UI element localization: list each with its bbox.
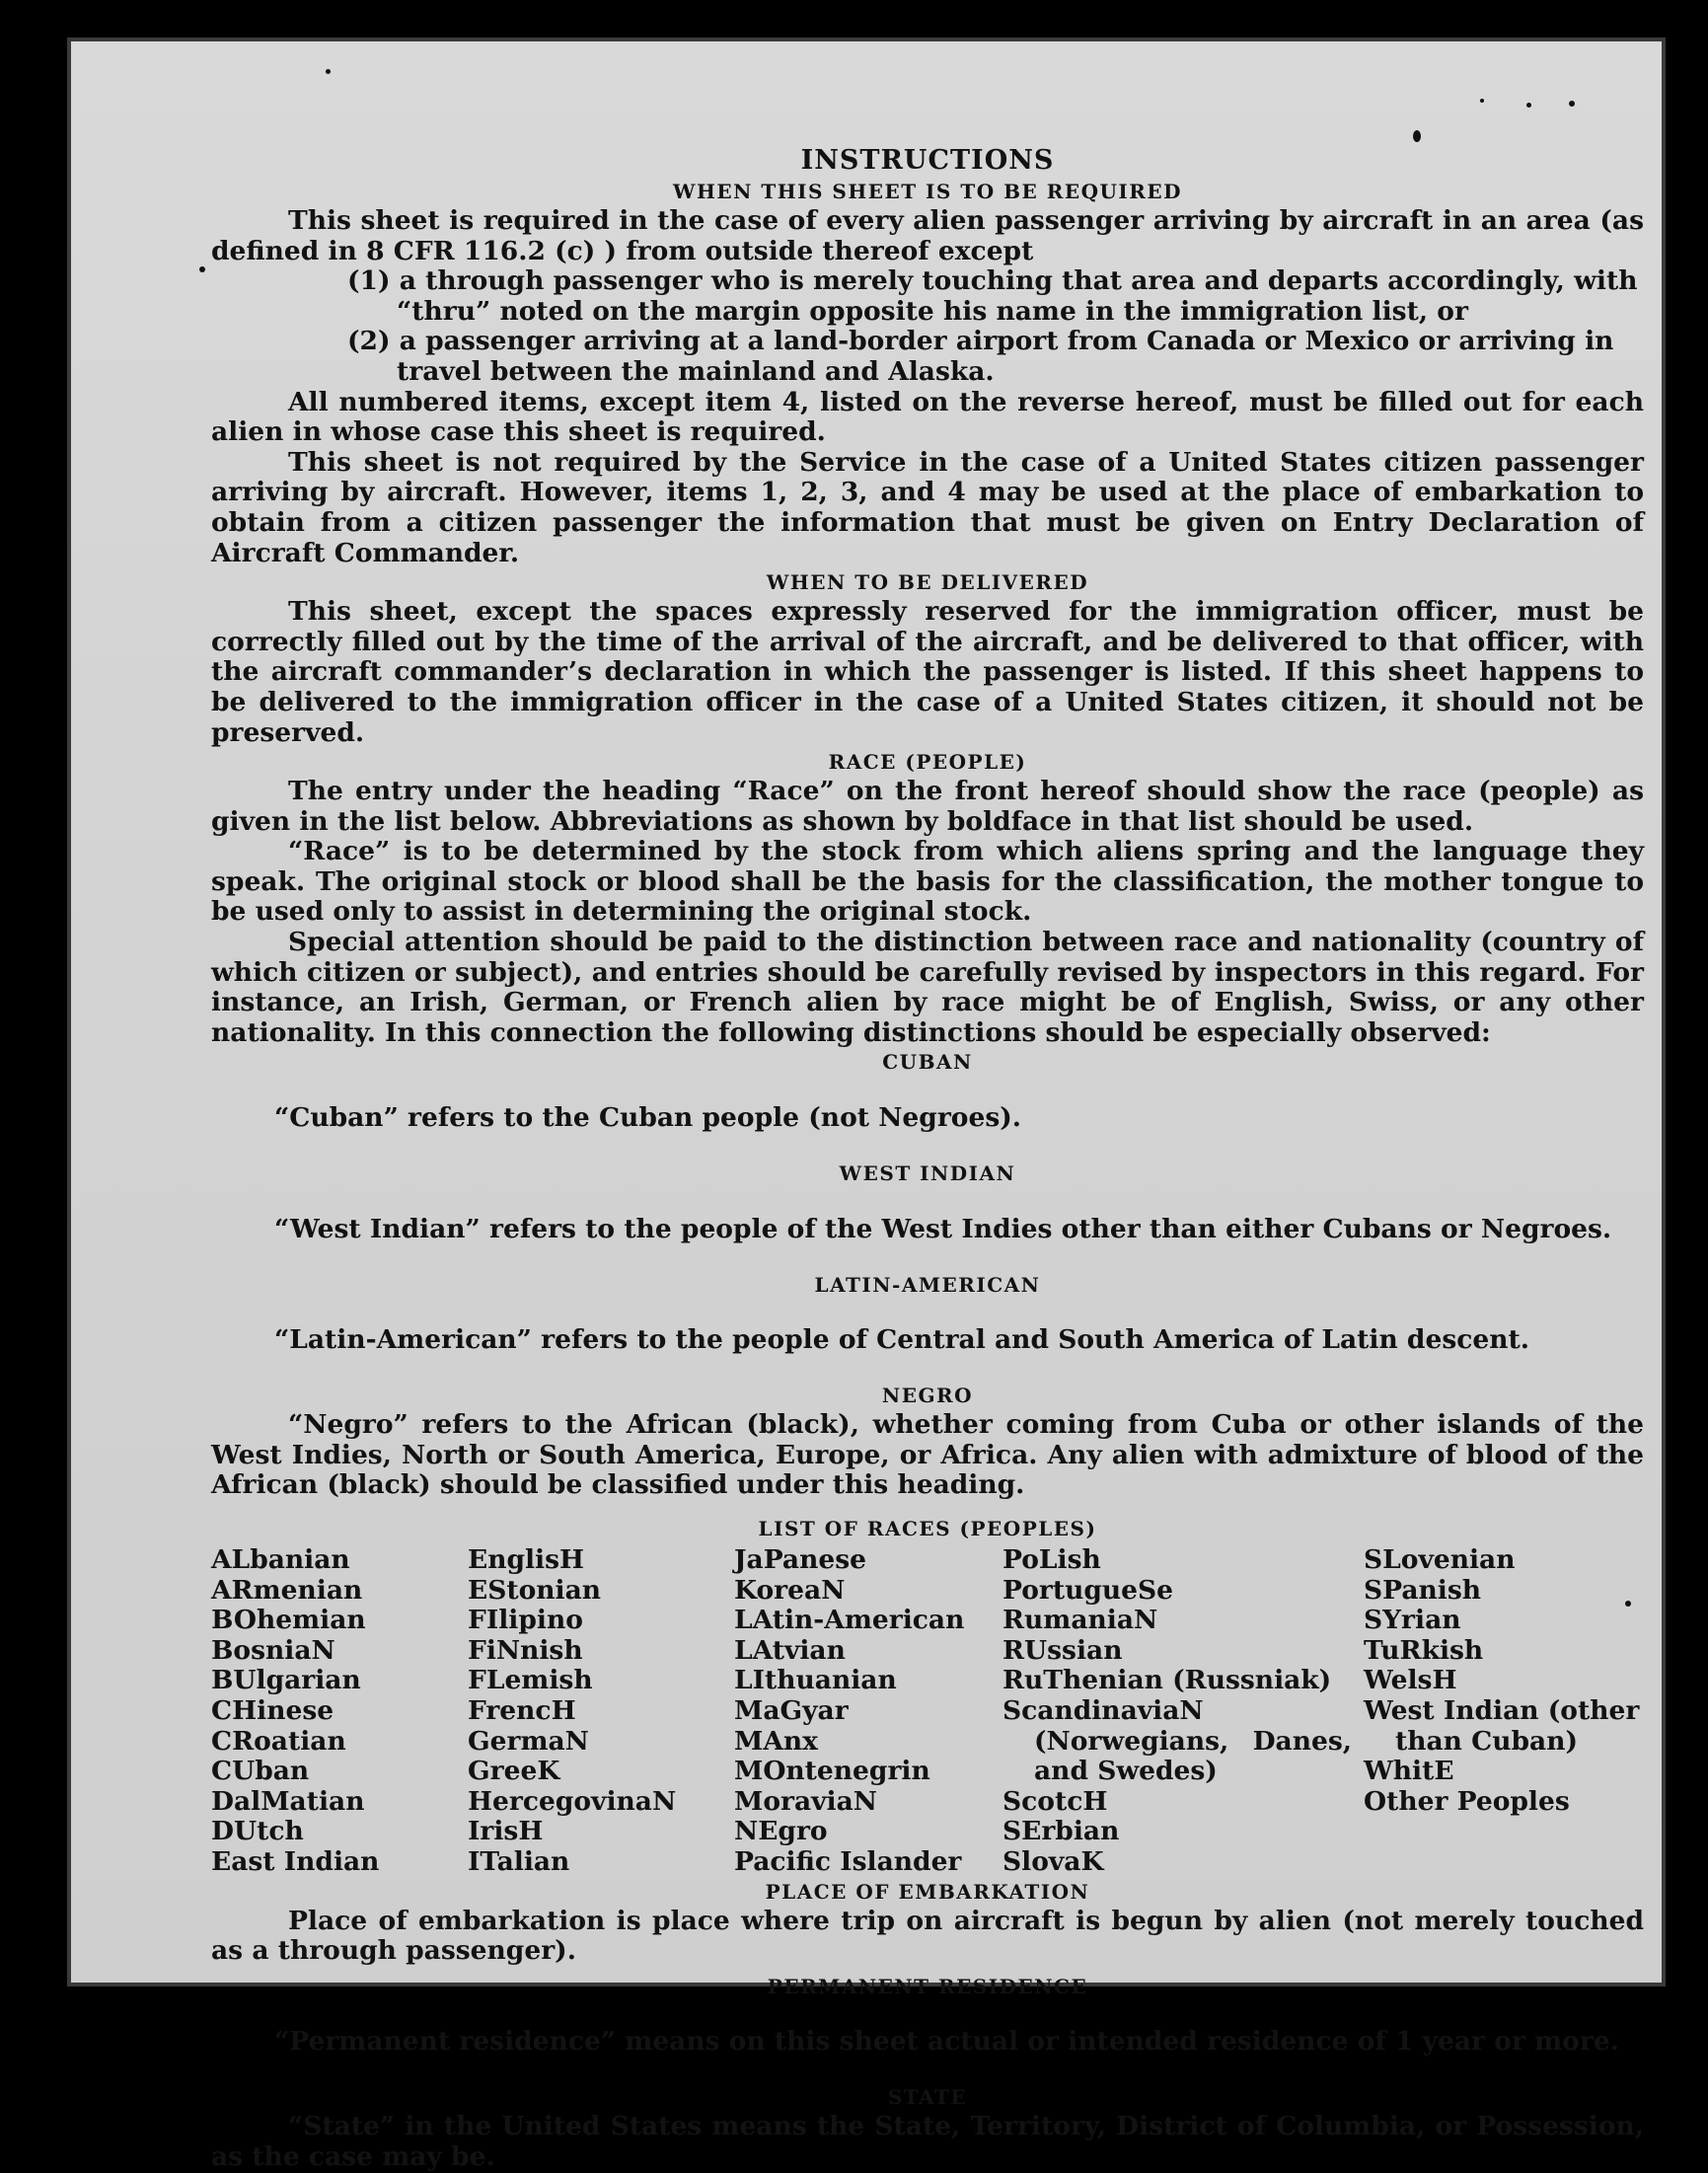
race-entry: SErbian [1003, 1816, 1120, 1847]
paragraph: “State” in the United States means the State, Territory, District of Columbia, or Possession, as the case may be. [211, 2111, 1644, 2172]
instructions-body [211, 144, 1644, 2173]
section-heading: WHEN THIS SHEET IS TO BE REQUIRED [673, 180, 1182, 203]
race-entry: TuRkish [1364, 1634, 1484, 1666]
race-entry: GermaN [468, 1725, 589, 1757]
race-entry: KoreaN [734, 1574, 846, 1606]
race-entry: SLovenian [1364, 1544, 1516, 1575]
page-title: INSTRUCTIONS [800, 145, 1055, 176]
race-column [468, 1545, 734, 1878]
race-entry: GreeK [468, 1756, 560, 1787]
race-entry: Pacific Islander [734, 1845, 962, 1877]
race-entry: FrencH [468, 1694, 576, 1726]
section-heading: NEGRO [881, 1384, 974, 1408]
race-entry: MAnx [734, 1725, 818, 1757]
race-entry: MaGyar [734, 1694, 849, 1726]
paragraph: Place of embarkation is place where trip on aircraft is begun by alien (not merely touched as a through passenger). [211, 1905, 1644, 1967]
paragraph: “West Indian” refers to the people of the West Indies other than either Cubans or Negroes. [274, 1213, 1612, 1244]
race-entry: PortugueSe [1003, 1574, 1174, 1606]
race-column [1003, 1545, 1364, 1878]
race-entry: FiNnish [468, 1634, 583, 1666]
paragraph: This sheet, except the spaces expressly reserved for the immigration officer, must be correctly filled out by the time of the arrival of the aircraft, and be delivered to that officer, with the aircraft commander’s declaration in which the passenger is listed. If this sheet happens to be delivered to the immigration officer in the case of a United States citizen, it should not be preserved. [211, 596, 1644, 748]
race-entry: Other Peoples [1364, 1785, 1570, 1817]
race-entry: CHinese [211, 1694, 334, 1726]
paragraph: “Race” is to be determined by the stock from which aliens spring and the language they speak. The original stock or blood shall be the basis for the classification, the mother tongue to be used only to assist in determining the original stock. [211, 836, 1644, 928]
section-heading: STATE [887, 2085, 968, 2110]
race-entry: East Indian [211, 1845, 380, 1877]
paragraph: The entry under the heading “Race” on the front hereof should show the race (people) as given in the list below. Abbreviations as shown by boldface in that list should be used. [211, 776, 1644, 837]
race-entry: ARmenian [211, 1574, 363, 1606]
race-entry: NEgro [734, 1816, 828, 1847]
paragraph: “Latin-American” refers to the people of Central and South America of Latin descent. [274, 1324, 1529, 1356]
document-sheet [67, 37, 1666, 2172]
race-entry: ITalian [468, 1845, 570, 1877]
race-entry: RuThenian (Russniak) [1003, 1665, 1332, 1696]
section-heading: CUBAN [882, 1050, 973, 1075]
race-entry: ALbanian [211, 1544, 350, 1575]
race-entry: DUtch [211, 1816, 304, 1847]
race-entry: WhitE [1364, 1756, 1454, 1787]
race-entry: EnglisH [468, 1544, 585, 1575]
list-item: (2) a passenger arriving at a land-border airport from Canada or Mexico or arriving in travel between the mainland and Alaska. [347, 326, 1614, 387]
paragraph: This sheet is not required by the Service in the case of a United States citizen passenger arriving by aircraft. However, items 1, 2, 3, and 4 may be used at the place of embarkation to obtain from a citizen passenger the information that must be given on Entry Declaration of Aircraft Commander. [211, 446, 1644, 568]
paragraph: “Permanent residence” means on this sheet actual or intended residence of 1 year or more. [274, 2026, 1619, 2058]
race-entry: ScandinaviaN (Norwegians, Danes, and Swedes) [1003, 1694, 1352, 1787]
race-entry: BOhemian [211, 1605, 366, 1636]
section-heading: PLACE OF EMBARKATION [765, 1879, 1090, 1904]
section-heading: RACE (PEOPLE) [828, 750, 1027, 775]
paragraph: This sheet is required in the case of every alien passenger arriving by aircraft in an area (as defined in 8 CFR 116.2 (c) ) from outside thereof except [211, 205, 1644, 266]
race-entry: EStonian [468, 1574, 602, 1606]
list-item: (1) a through passenger who is merely touching that area and departs accordingly, with “thru” noted on the margin opposite his name in the immigration list, or [347, 265, 1638, 327]
race-entry: LAtin-American [734, 1605, 965, 1636]
race-entry: RUssian [1003, 1634, 1123, 1666]
paragraph: “Cuban” refers to the Cuban people (not Negroes). [274, 1101, 1021, 1133]
race-entry: HercegovinaN [468, 1785, 677, 1817]
race-entry: WelsH [1364, 1665, 1457, 1696]
paragraph: “Negro” refers to the African (black), whether coming from Cuba or other islands of the West Indies, North or South America, Europe, or Africa. Any alien with admixture of blood of the African (black) should be classified under this heading. [211, 1409, 1644, 1501]
section-heading: WHEN TO BE DELIVERED [766, 570, 1089, 595]
race-entry: SPanish [1364, 1574, 1482, 1606]
race-column [734, 1545, 1003, 1878]
section-heading: WEST INDIAN [839, 1161, 1016, 1186]
race-entry: FLemish [468, 1665, 593, 1696]
race-entry: DalMatian [211, 1785, 365, 1817]
race-entry: ScotcH [1003, 1785, 1108, 1817]
race-entry: CRoatian [211, 1725, 346, 1757]
section-heading: LIST OF RACES (PEOPLES) [758, 1517, 1097, 1540]
race-entry: JaPanese [734, 1544, 867, 1575]
race-column [211, 1545, 468, 1878]
paragraph: Special attention should be paid to the distinction between race and nationality (country of which citizen or subject), and entries should be carefully revised by inspectors in this regard. For instance, an Irish, German, or French alien by race might be of English, Swiss, or any other nationality. In this connection the following distinctions should be especially observed: [211, 927, 1644, 1048]
section-heading: LATIN-AMERICAN [814, 1272, 1041, 1297]
race-entry: SlovaK [1003, 1845, 1104, 1877]
race-list [211, 1545, 1644, 1878]
race-entry: SYrian [1364, 1605, 1461, 1636]
race-entry: BosniaN [211, 1634, 335, 1666]
race-entry: PoLish [1003, 1544, 1101, 1575]
race-entry: MoraviaN [734, 1785, 877, 1817]
race-entry: MOntenegrin [734, 1756, 930, 1787]
race-entry: IrisH [468, 1816, 544, 1847]
section-heading: PERMANENT RESIDENCE [767, 1974, 1088, 1998]
paragraph: All numbered items, except item 4, listed on the reverse hereof, must be filled out for each alien in whose case this sheet is required. [211, 386, 1644, 448]
race-entry: West Indian (other than Cuban) [1364, 1694, 1640, 1757]
race-entry: BUlgarian [211, 1665, 361, 1696]
race-entry: FIlipino [468, 1605, 583, 1636]
race-entry: LIthuanian [734, 1665, 897, 1696]
race-entry: RumaniaN [1003, 1605, 1158, 1636]
race-column [1364, 1545, 1644, 1878]
race-entry: CUban [211, 1756, 310, 1787]
race-entry: LAtvian [734, 1634, 846, 1666]
